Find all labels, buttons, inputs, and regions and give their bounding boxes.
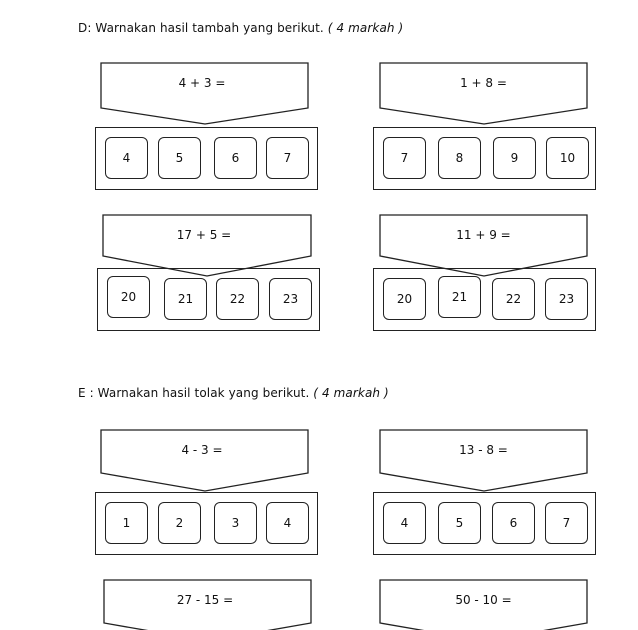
equation-banner-shape: [95, 62, 309, 126]
problem-e3: [98, 579, 324, 630]
answer-option-box[interactable]: 23: [545, 278, 588, 320]
section-d-label: D:: [78, 21, 92, 35]
answer-option-box[interactable]: 6: [214, 137, 257, 179]
answer-option-box[interactable]: 4: [266, 502, 309, 544]
problem-d3: [97, 214, 323, 344]
equation-banner-shape: [95, 429, 309, 493]
section-d-heading: [78, 21, 403, 35]
answer-option-box[interactable]: 22: [492, 278, 535, 320]
answer-option-box[interactable]: 1: [105, 502, 148, 544]
problem-e1: [95, 429, 321, 559]
answer-option-box[interactable]: 4: [383, 502, 426, 544]
answer-option-box[interactable]: 6: [492, 502, 535, 544]
section-e-heading: [78, 386, 389, 400]
equation-banner-shape: [373, 62, 589, 126]
section-e-marks: ( 4 markah ): [313, 386, 389, 400]
equation-label: 4 + 3 =: [178, 76, 226, 90]
problem-d1: [95, 62, 321, 192]
answer-option-box[interactable]: 22: [216, 278, 259, 320]
section-d-instruction: Warnakan hasil tambah yang berikut.: [95, 21, 324, 35]
answer-option-box[interactable]: 21: [164, 278, 207, 320]
answer-tray: [95, 492, 318, 555]
answer-option-box[interactable]: 8: [438, 137, 481, 179]
section-e-instruction: Warnakan hasil tolak yang berikut.: [97, 386, 310, 400]
answer-option-box[interactable]: 9: [493, 137, 536, 179]
answer-option-box[interactable]: 4: [105, 137, 148, 179]
problem-d4: [373, 214, 599, 344]
answer-tray: [373, 127, 596, 190]
equation-label: 50 - 10 =: [455, 593, 512, 607]
answer-tray: [373, 492, 596, 555]
equation-label: 4 - 3 =: [181, 443, 223, 457]
answer-option-box[interactable]: 3: [214, 502, 257, 544]
section-e-label: E :: [78, 386, 94, 400]
answer-option-box[interactable]: 20: [107, 276, 150, 318]
equation-label: 13 - 8 =: [459, 443, 508, 457]
problem-d2: [373, 62, 599, 192]
problem-e2: [373, 429, 599, 559]
section-d-marks: ( 4 markah ): [327, 21, 404, 35]
answer-option-box[interactable]: 2: [158, 502, 201, 544]
equation-banner-shape: [373, 429, 589, 493]
answer-tray: [97, 268, 320, 331]
answer-option-box[interactable]: 21: [438, 276, 481, 318]
equation-label: 1 + 8 =: [460, 76, 507, 90]
equation-label: 27 - 15 =: [176, 593, 234, 607]
answer-option-box[interactable]: 7: [266, 137, 309, 179]
equation-label: 11 + 9 =: [456, 228, 511, 242]
answer-option-box[interactable]: 10: [546, 137, 589, 179]
problem-e4: [373, 579, 599, 630]
answer-option-box[interactable]: 23: [269, 278, 312, 320]
answer-option-box[interactable]: 5: [158, 137, 201, 179]
answer-option-box[interactable]: 20: [383, 278, 426, 320]
answer-tray: [373, 268, 596, 331]
answer-option-box[interactable]: 7: [383, 137, 426, 179]
answer-tray: [95, 127, 318, 190]
answer-option-box[interactable]: 7: [545, 502, 588, 544]
equation-label: 17 + 5 =: [176, 228, 232, 242]
answer-option-box[interactable]: 5: [438, 502, 481, 544]
